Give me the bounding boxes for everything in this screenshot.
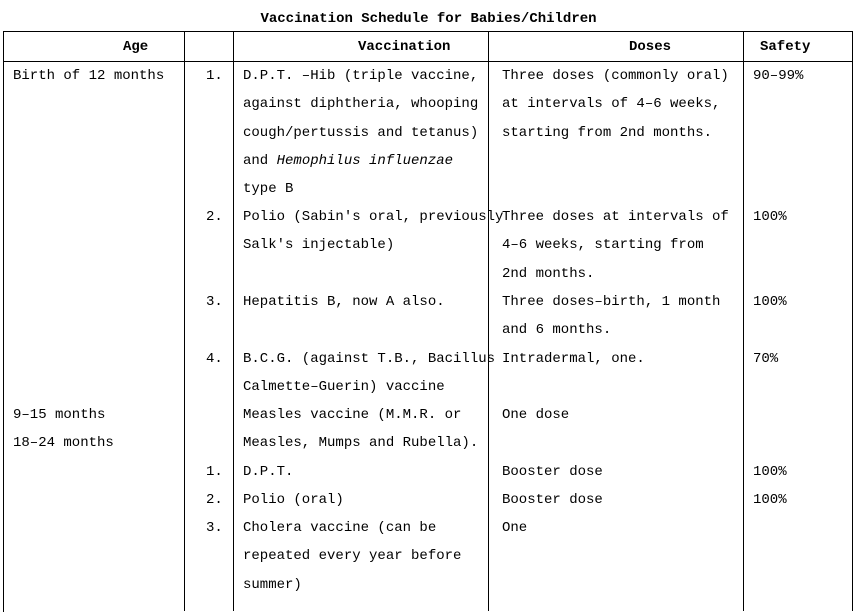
row-8-vaccination-line: summer) [243, 576, 302, 593]
row-4-doses-line: Intradermal, one. [502, 351, 645, 367]
row-2-safety: 100% [753, 209, 787, 225]
row-3-doses-line: and 6 months. [502, 322, 612, 339]
row-1-vaccination-line: against diphtheria, whooping [243, 96, 479, 113]
row-3-vaccination-line: Hepatitis B, now A also. [243, 294, 445, 310]
row-1-doses-line: starting from 2nd months. [502, 124, 713, 141]
row-4-vaccination-line: Calmette–Guerin) vaccine [243, 379, 445, 396]
row-1-number: 1. [206, 68, 223, 84]
row-7-vaccination: Polio (oral) [243, 492, 344, 508]
row-6-safety: 100% [753, 464, 787, 480]
row-2-vaccination-line: Salk's injectable) [243, 237, 395, 254]
row-4-safety: 70% [753, 351, 779, 367]
row-1-vaccination-italic: Hemophilus influenzae [276, 152, 454, 169]
column-divider-vaccination [488, 31, 489, 611]
row-1-doses [502, 62, 729, 147]
row-6-doses: Booster dose [502, 464, 603, 480]
header-vaccination: Vaccination [358, 39, 451, 55]
row-2-doses-line: Three doses at intervals of [502, 209, 729, 225]
row-5-doses [502, 401, 569, 429]
row-5-vaccination-line: Measles, Mumps and Rubella). [243, 435, 479, 452]
column-divider-number [233, 31, 234, 611]
column-divider-age [184, 31, 185, 611]
row-3-doses-line: Three doses–birth, 1 month [502, 294, 721, 310]
row-1-vaccination [243, 62, 478, 203]
header-safety: Safety [760, 39, 811, 55]
row-4-number: 4. [206, 351, 223, 367]
column-divider-safety [852, 31, 853, 611]
header-doses: Doses [629, 39, 672, 55]
row-5-doses-line: One dose [502, 407, 570, 423]
row-3-doses [502, 288, 720, 345]
row-1-vaccination-line: type B [243, 181, 294, 198]
row-7-doses: Booster dose [502, 492, 603, 508]
row-1-vaccination-line [243, 147, 478, 175]
row-1-age: Birth of 12 months [13, 68, 165, 84]
row-1-vaccination-and: and [243, 152, 277, 169]
row-2-doses [502, 203, 729, 288]
row-3-vaccination [243, 288, 445, 316]
row-4-vaccination [243, 345, 495, 402]
header-age: Age [123, 39, 149, 55]
row-2-doses-line: 2nd months. [502, 265, 595, 282]
row-8-doses: One [502, 520, 528, 536]
row-1-safety: 90–99% [753, 68, 804, 84]
row-7-number: 2. [206, 492, 223, 508]
row-5-vaccination [243, 401, 478, 458]
column-divider-doses [743, 31, 744, 611]
row-2-vaccination [243, 203, 503, 260]
row-5-age [13, 401, 114, 458]
row-5-vaccination-line: Measles vaccine (M.M.R. or [243, 407, 462, 423]
row-5-age-line: 18–24 months [13, 435, 114, 452]
row-8-vaccination [243, 514, 461, 599]
row-4-doses [502, 345, 645, 373]
table-title: Vaccination Schedule for Babies/Children [260, 11, 597, 27]
row-1-doses-line: at intervals of 4–6 weeks, [502, 96, 721, 113]
row-1-vaccination-line: cough/pertussis and tetanus) [243, 124, 479, 141]
row-8-vaccination-line: repeated every year before [243, 548, 462, 565]
row-3-safety: 100% [753, 294, 787, 310]
row-8-number: 3. [206, 520, 223, 536]
row-6-vaccination: D.P.T. [243, 464, 294, 480]
row-2-number: 2. [206, 209, 223, 225]
row-2-doses-line: 4–6 weeks, starting from [502, 237, 704, 254]
row-4-vaccination-line: B.C.G. (against T.B., Bacillus [243, 351, 496, 367]
row-8-vaccination-line: Cholera vaccine (can be [243, 520, 437, 536]
row-3-number: 3. [206, 294, 223, 310]
row-7-safety: 100% [753, 492, 787, 508]
row-1-vaccination-line: D.P.T. –Hib (triple vaccine, [243, 68, 479, 84]
row-1-doses-line: Three doses (commonly oral) [502, 68, 729, 84]
row-5-age-line: 9–15 months [13, 407, 106, 423]
row-2-vaccination-line: Polio (Sabin's oral, previously [243, 209, 504, 225]
row-6-number: 1. [206, 464, 223, 480]
